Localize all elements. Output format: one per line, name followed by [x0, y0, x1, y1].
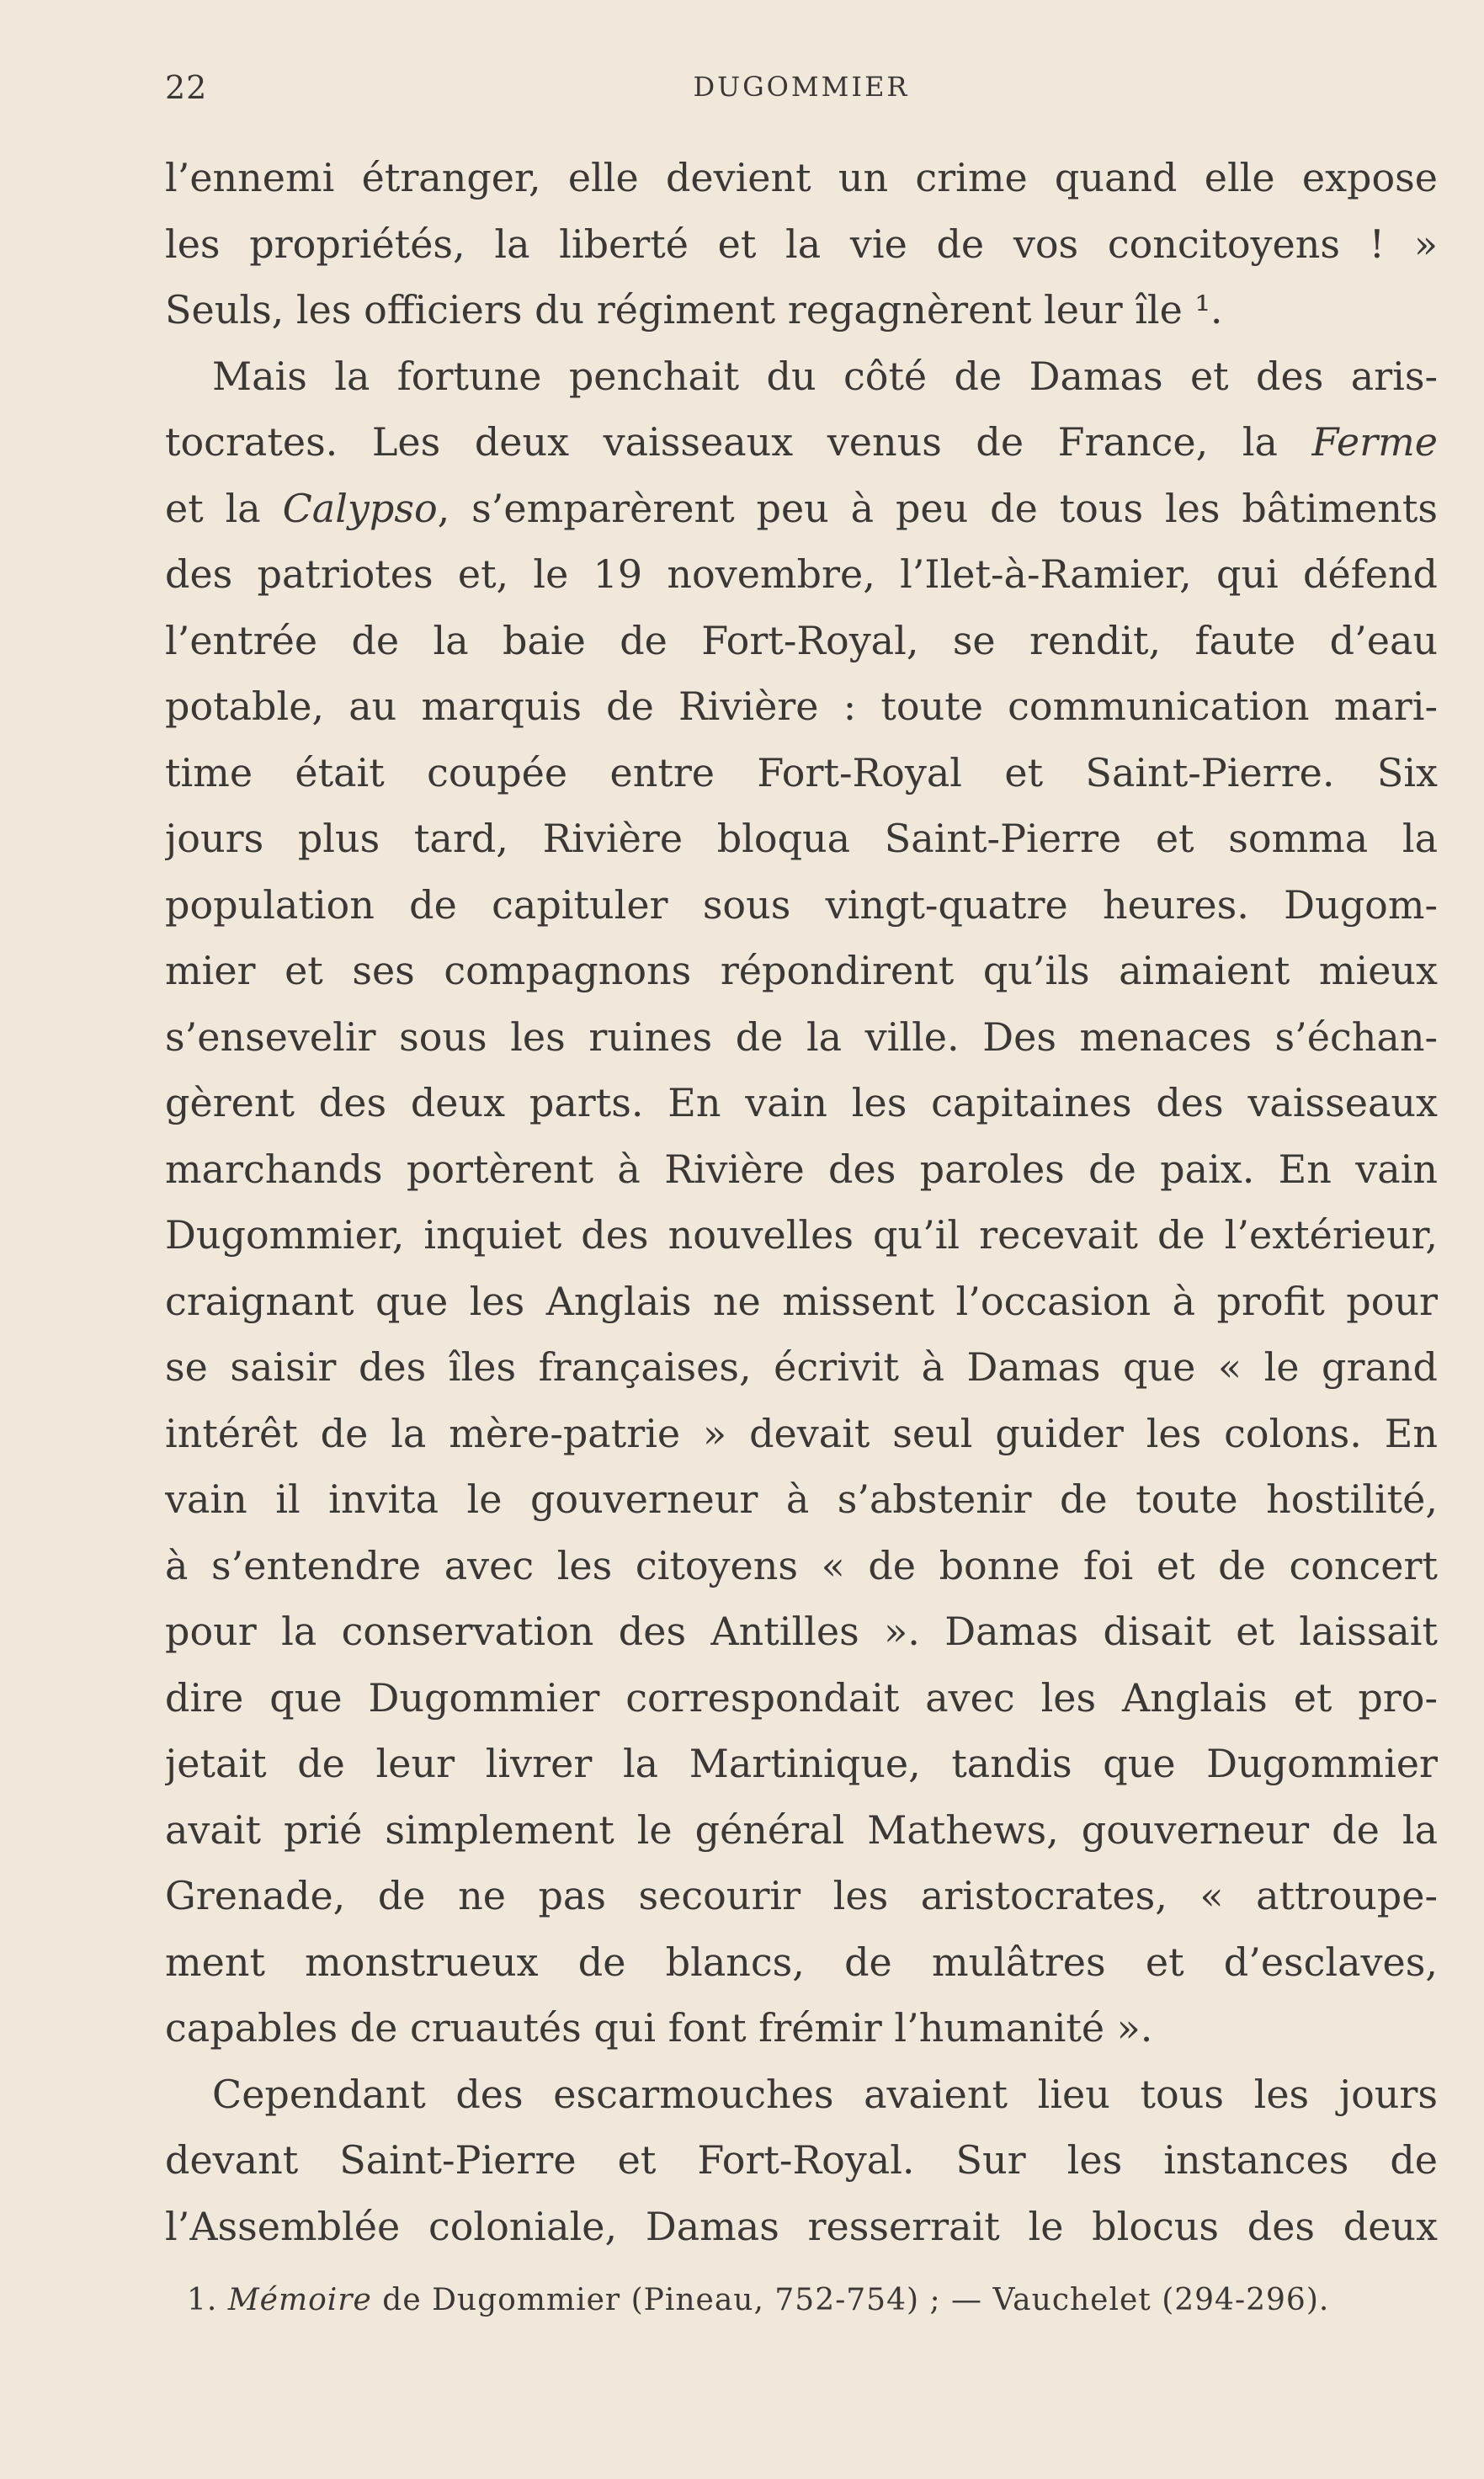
- text-line: Cependant des escarmouches avaient lieu tous les jours: [212, 2071, 1438, 2117]
- text-line: ment monstrueux de blancs, de mulâtres et d’esclaves,: [165, 1939, 1438, 1985]
- body-text: [165, 145, 1438, 2259]
- footnote-title: Mémoire: [227, 2283, 372, 2317]
- text-line: jours plus tard, Rivière bloqua Saint-Pierre et somma la: [165, 816, 1438, 861]
- text-line: dire que Dugommier correspondait avec les Anglais et pro-: [165, 1674, 1438, 1721]
- running-head: [165, 69, 1438, 116]
- text-line: Grenade, de ne pas secourir les aristocrates, « attroupe-: [165, 1873, 1438, 1918]
- text-line: Mais la fortune penchait du côté de Damas et des aris-: [212, 353, 1438, 399]
- footnote-text: de Dugommier (Pineau, 752-754) ; — Vauchelet (294-296).: [371, 2283, 1330, 2317]
- text-line: se saisir des îles françaises, écrivit à Damas que « le grand: [165, 1344, 1438, 1390]
- text-line: tocrates. Les deux vaisseaux venus de France, la Ferme: [165, 419, 1438, 465]
- running-title: DUGOMMIER: [693, 71, 910, 103]
- text-line: avait prié simplement le général Mathews, gouverneur de la: [165, 1806, 1438, 1853]
- text-line: jetait de leur livrer la Martinique, tandis que Dugommier: [165, 1741, 1438, 1786]
- text-line: mier et ses compagnons répondirent qu’ils aimaient mieux: [165, 948, 1438, 993]
- text-line: pour la conservation des Antilles ». Damas disait et laissait: [165, 1609, 1438, 1654]
- text-line: l’Assemblée coloniale, Damas resserrait le blocus des deux: [165, 2203, 1438, 2249]
- ship-name-calypso: Calypso: [282, 485, 438, 531]
- text-line: Dugommier, inquiet des nouvelles qu’il recevait de l’extérieur,: [165, 1212, 1438, 1258]
- text-line: marchands portèrent à Rivière des paroles de paix. En vain: [165, 1146, 1438, 1192]
- text-line: s’ensevelir sous les ruines de la ville. Des menaces s’échan-: [165, 1013, 1438, 1060]
- text-line: gèrent des deux parts. En vain les capitaines des vaisseaux: [165, 1080, 1438, 1125]
- text-line: les propriétés, la liberté et la vie de vos concitoyens ! »: [165, 221, 1438, 267]
- text-line: vain il invita le gouverneur à s’abstenir de toute hostilité,: [165, 1476, 1438, 1522]
- page-number: 22: [165, 69, 208, 106]
- text-line: time était coupée entre Fort-Royal et Saint-Pierre. Six: [165, 749, 1438, 795]
- text-line: potable, au marquis de Rivière : toute communication mari-: [165, 684, 1438, 729]
- footnote: [187, 2283, 1329, 2317]
- text-line: à s’entendre avec les citoyens « de bonne foi et de concert: [165, 1542, 1438, 1588]
- text-line: des patriotes et, le 19 novembre, l’Ilet-à-Ramier, qui défend: [165, 551, 1438, 597]
- text-line: et la Calypso, s’emparèrent peu à peu de tous les bâtiments: [165, 485, 1438, 531]
- ship-name-ferme: Ferme: [1311, 419, 1438, 465]
- text-line: l’ennemi étranger, elle devient un crime quand elle expose: [165, 155, 1438, 200]
- text-line: capables de cruautés qui font frémir l’humanité ».: [165, 2005, 1153, 2051]
- text-line: craignant que les Anglais ne missent l’occasion à profit pour: [165, 1278, 1438, 1324]
- text-line: intérêt de la mère-patrie » devait seul guider les colons. En: [165, 1410, 1438, 1456]
- text-line: Seuls, les officiers du régiment regagnèrent leur île ¹.: [165, 287, 1223, 332]
- footnote-number: 1.: [187, 2283, 218, 2317]
- text-line: l’entrée de la baie de Fort-Royal, se rendit, faute d’eau: [165, 617, 1438, 663]
- text-line: population de capituler sous vingt-quatre heures. Dugom-: [165, 881, 1438, 928]
- text-line: devant Saint-Pierre et Fort-Royal. Sur les instances de: [165, 2137, 1438, 2183]
